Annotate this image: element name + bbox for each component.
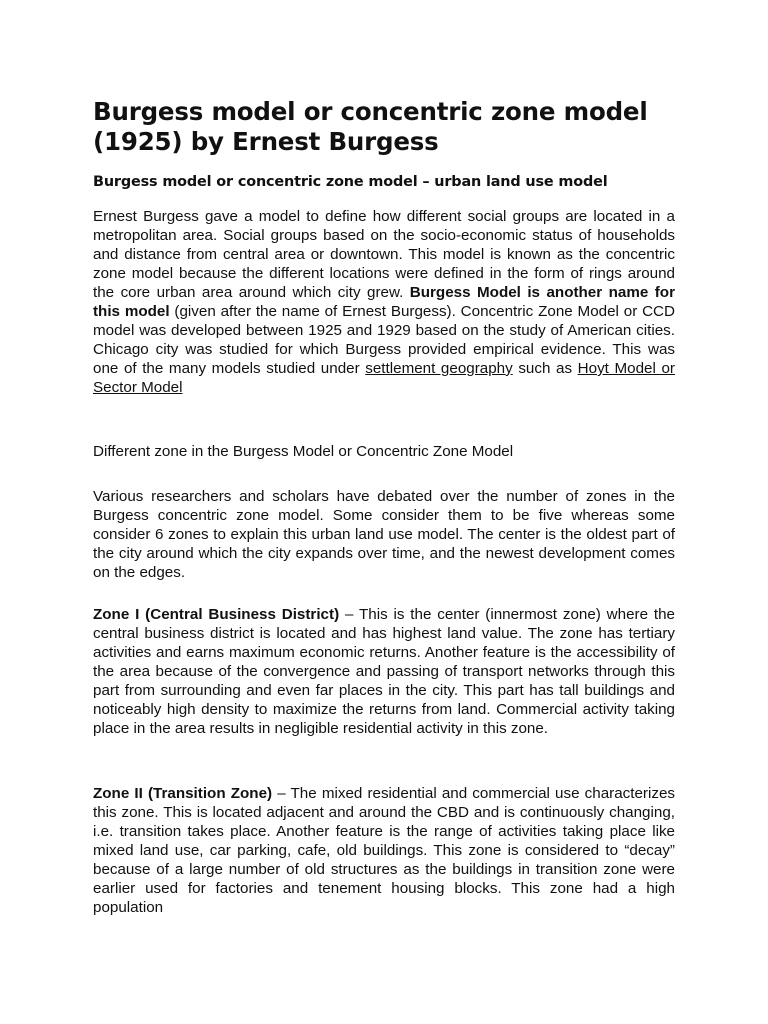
zone-1-label: Zone I (Central Business District)	[93, 606, 340, 623]
intro-text: Ernest Burgess gave a model to define how different social groups are located in a metropolitan area. Social groups based on the socio-economic status of households and distance from central area or downtown. This model is known as the concentric zone model because the different locations were defined in the form of rings around the core urban area around which city grew.	[93, 208, 675, 301]
zone-2-paragraph	[93, 784, 675, 917]
hoyt-model-link[interactable]: Hoyt Model or Sector Model	[93, 360, 675, 396]
document-title: Burgess model or concentric zone model (1925) by Ernest Burgess	[93, 97, 648, 156]
zone-2-text: – The mixed residential and commercial use characterizes this zone. This is located adjacent and around the CBD and is continuously changing, i.e. transition takes place. Another feature is the range of activities taking place like mixed land use, car parking, cafe, old buildings. This zone is considered to “decay” because of a large number of old structures as the buildings in transition zone were earlier used for factories and tenement housing blocks. This zone had a high population	[93, 785, 675, 916]
section-heading: Different zone in the Burgess Model or Concentric Zone Model	[93, 443, 514, 460]
zone-1-paragraph	[93, 605, 675, 738]
zones-intro-paragraph: Various researchers and scholars have debated over the number of zones in the Burgess concentric zone model. Some consider them to be five whereas some consider 6 zones to explain this urban land use model. The center is the oldest part of the city around which the city expands over time, and the newest development comes on the edges.	[93, 488, 675, 581]
zone-1-text: – This is the center (innermost zone) where the central business district is located and has highest land value. The zone has tertiary activities and earns maximum economic returns. Another feature is the accessibility of the area because of the convergence and passing of transport networks through this part from surrounding and even far places in the city. This part has tall buildings and noticeably high density to maximize the returns from land. Commercial activity taking place in the area results in negligible residential activity in this zone.	[93, 606, 675, 737]
settlement-geography-link[interactable]: settlement geography	[365, 360, 513, 377]
zone-2-label: Zone II (Transition Zone)	[93, 785, 273, 802]
intro-bold-text: Burgess Model is another name for this model	[93, 284, 675, 320]
intro-text-continued: (given after the name of Ernest Burgess). Concentric Zone Model or CCD model was developed between 1925 and 1929 based on the study of American cities. Chicago city was studied for which Burgess provided empirical evidence. This was one of the many models studied under	[93, 303, 675, 377]
intro-connector-text: such as	[518, 360, 573, 377]
intro-paragraph	[93, 207, 675, 397]
document-subtitle: Burgess model or concentric zone model – urban land use model	[93, 174, 608, 190]
